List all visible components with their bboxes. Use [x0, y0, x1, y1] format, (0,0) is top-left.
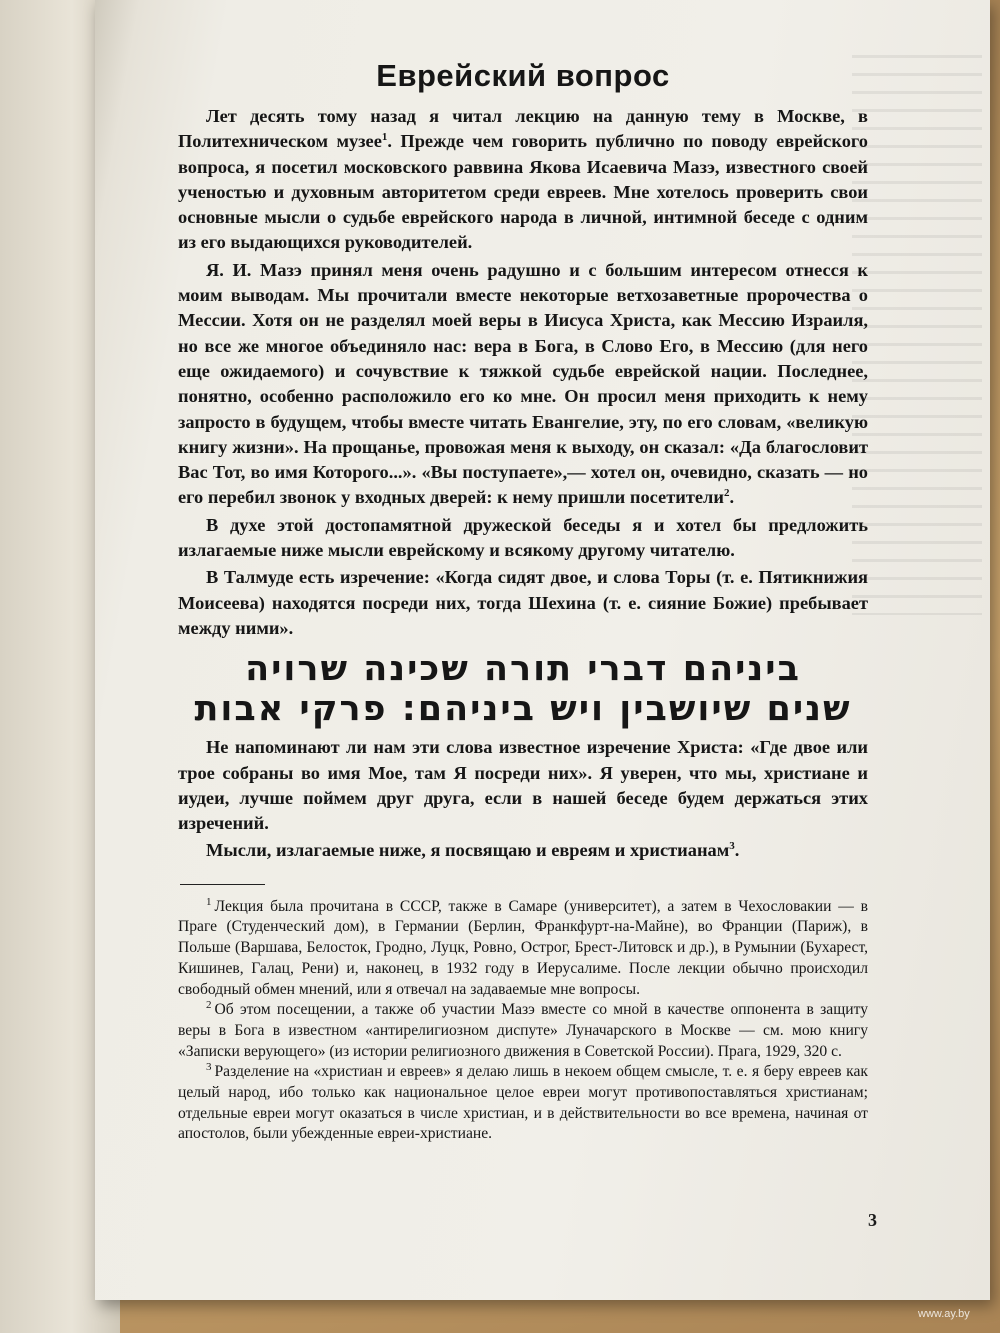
paragraph-4: В Талмуде есть изречение: «Когда сидят двое, и слова Торы (т. е. Пятикнижия Моисеева) находятся посреди них, тогда Шехина (т. е. сияние Божие) пребывает между ними». [178, 567, 868, 638]
footnote-ref-2: 2 [723, 487, 730, 500]
footnote-ref-1: 1 [381, 131, 388, 144]
paragraph-6: Мысли, излагаемые ниже, я посвящаю и евреям и христианам$^3$. [206, 840, 740, 861]
paragraph-3: В духе этой достопамятной дружеской беседы я и хотел бы предложить излагаемые ниже мысли еврейскому и всякому другому читателю. [178, 514, 868, 561]
hebrew-line-2: שנים שיושבין ויש ביניהם: פרקי אבות [194, 689, 852, 730]
bleed-through-text [852, 55, 982, 615]
paragraph-1: Лет десять тому назад я читал лекцию на данную тему в Москве, в Политехническом музее$^1$. Прежде чем говорить публично по поводу еврейского вопроса, я посетил московского раввина Якова Исаевича Мазэ, известного своей ученостью и духовным авторитетом среди евреев. Мне хотелось проверить свои основные мысли о судьбе еврейского народа в личной, интимной беседе с одним из его выдающихся руководителей. [178, 106, 868, 253]
footnote-3: $^3$ Разделение на «христиан и евреев» я делаю лишь в некоем общем смысле, т. е. я беру евреев как целый народ, ибо только как национальное целое евреи могут противопоставляться христианам; отдельные евреи могут оказаться в числе христиан, и в действительности во все времена, начиная от апостолов, были убежденные евреи-христиане. [178, 1061, 868, 1143]
hebrew-line-1: ביניהם דברי תורה שכינה שרויה [245, 649, 801, 690]
footnote-1: $^1$ Лекция была прочитана в СССР, также в Самаре (университет), а затем в Чехословакии — в Праге (Студенческий дом), в Германии (Берлин, Франкфурт-на-Майне), во Франции (Париж), в Польше (Варшава, Белосток, Гродно, Луцк, Ровно, Острог, Брест-Литовск и др.), в Румынии (Бухарест, Кишинев, Галац, Рени) и, наконец, в 1932 году в Иерусалиме. После лекции обычно происходил свободный обмен мнений, или я отвечал на задаваемые мне вопросы. [178, 895, 868, 998]
footnote-ref-3: 3 [729, 840, 735, 853]
hebrew-quote [178, 649, 868, 729]
paragraph-5: Не напоминают ли нам эти слова известное изречение Христа: «Где двое или трое собраны во имя Мое, там Я посреди них». Я уверен, что мы, христиане и иудеи, лучше поймем друг друга, если в нашей беседе будем держаться этих изречений. [178, 737, 868, 834]
watermark: www.ay.by [918, 1308, 970, 1320]
footnote-divider [180, 884, 265, 885]
page-content [178, 58, 868, 1145]
page-title: Еврейский вопрос [376, 58, 670, 93]
footnote-2: $^2$ Об этом посещении, а также об участии Мазэ вместе со мной в качестве оппонента в защиту веры в Бога в известном «антирелигиозном диспуте» Луначарского в Москве — см. мою книгу «Записки верующего» (из истории религиозного движения в Советской России). Прага, 1929, 320 с. [178, 999, 868, 1060]
page-number: 3 [868, 1210, 877, 1230]
paragraph-2: Я. И. Мазэ принял меня очень радушно и с большим интересом отнесся к моим выводам. Мы прочитали вместе некоторые ветхозаветные пророчества о Мессии. Хотя он не разделял моей веры в Иисуса Христа, как Мессию Израиля, но все же многое объединяло нас: вера в Бога, в Слово Его, в Мессию (для него еще ожидаемого) и сочувствие к тяжкой судьбе еврейской нации. Последнее, понятно, особенно расположило его ко мне. Он просил меня приходить к нему запросто в будущем, чтобы вместе читать Евангелие, эту, по его словам, «великую книгу жизни». На прощанье, провожая меня к выходу, он сказал: «Да благословит Вас Тот, во имя Которого...». «Вы поступаете»,— хотел он, очевидно, сказать — но его перебил звонок у входных дверей: к нему пришли посетители$^2$. [178, 259, 868, 508]
